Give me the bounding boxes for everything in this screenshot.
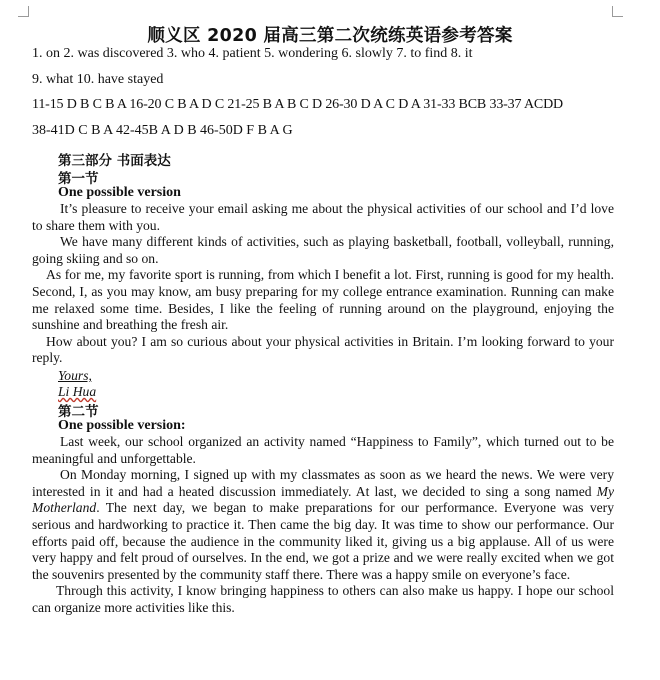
essay2-paragraph-2 — [32, 467, 614, 583]
essay2-paragraph-2-end: . The next day, we began to make preparations for our performance. Everyone was very serious and hardworking to practice it. Then came the big day. It was time to show our performance. Our efforts paid off, because the audience in the community liked it, giving us a big applause. All of us were very happy and felt proud of ourselves. In the end, we got a prize and we were really excited when we got the souvenirs presented by the community staff there. There was a happy smile on everyone’s face. — [32, 500, 614, 582]
song-title: My Motherland — [32, 483, 614, 516]
essay1-paragraph-1: It’s pleasure to receive your email asking me about the physical activities of our school and I’d love to share them with you. — [32, 201, 614, 233]
answer-line-2: 9. what 10. have stayed — [32, 72, 164, 87]
section2-heading: 第二节 — [58, 404, 99, 420]
corner-crop-mark-right — [612, 6, 623, 17]
corner-crop-mark-left — [18, 6, 29, 17]
signature-li-hua: Li Hua — [58, 384, 97, 399]
answer-line-4: 38-41D C B A 42-45B A D B 46-50D F B A G — [32, 123, 293, 138]
section1-version-label: One possible version — [58, 185, 181, 200]
essay1-paragraph-3: As for me, my favorite sport is running, from which I benefit a lot. First, running is good for my health. Second, I, as you may know, am busy preparing for my college entrance examination. Running can make me relaxed some time. Besides, I like the feeling of running around on the playground, enjoying the sunshine and breathing the fresh air. — [32, 267, 614, 333]
essay1-paragraph-4: How about you? I am so curious about your physical activities in Britain. I’m looking forward to your reply. — [32, 333, 614, 366]
section1-heading: 第一节 — [58, 171, 99, 187]
part3-heading: 第三部分 书面表达 — [58, 153, 171, 169]
answer-line-3: 11-15 D B C B A 16-20 C B A D C 21-25 B A B C D 26-30 D A C D A 31-33 BCB 33-37 ACDD — [32, 97, 564, 112]
essay2-paragraph-3: Through this activity, I know bringing happiness to others can also make us happy. I hope our school can organize more activities like this. — [32, 583, 614, 615]
essay1-paragraph-2: We have many different kinds of activities, such as playing basketball, football, volleyball, running, going skiing and so on. — [32, 234, 614, 266]
answer-line-1: 1. on 2. was discovered 3. who 4. patient 5. wondering 6. slowly 7. to find 8. it — [32, 46, 473, 61]
essay2-paragraph-2-start: On Monday morning, I signed up with my classmates as soon as we heard the news. We were very interested in it and had a heated discussion immediately. At last, we decided to sing a song named — [32, 467, 614, 499]
section2-essay — [32, 434, 614, 617]
document-title: 顺义区 2020 届高三第二次统练英语参考答案 — [147, 26, 513, 46]
section2-version-label: One possible version: — [58, 418, 186, 433]
closing-yours: Yours, — [58, 368, 92, 383]
section1-essay — [32, 201, 614, 367]
essay2-paragraph-1: Last week, our school organized an activity named “Happiness to Family”, which turned out to be meaningful and unforgettable. — [32, 434, 614, 466]
